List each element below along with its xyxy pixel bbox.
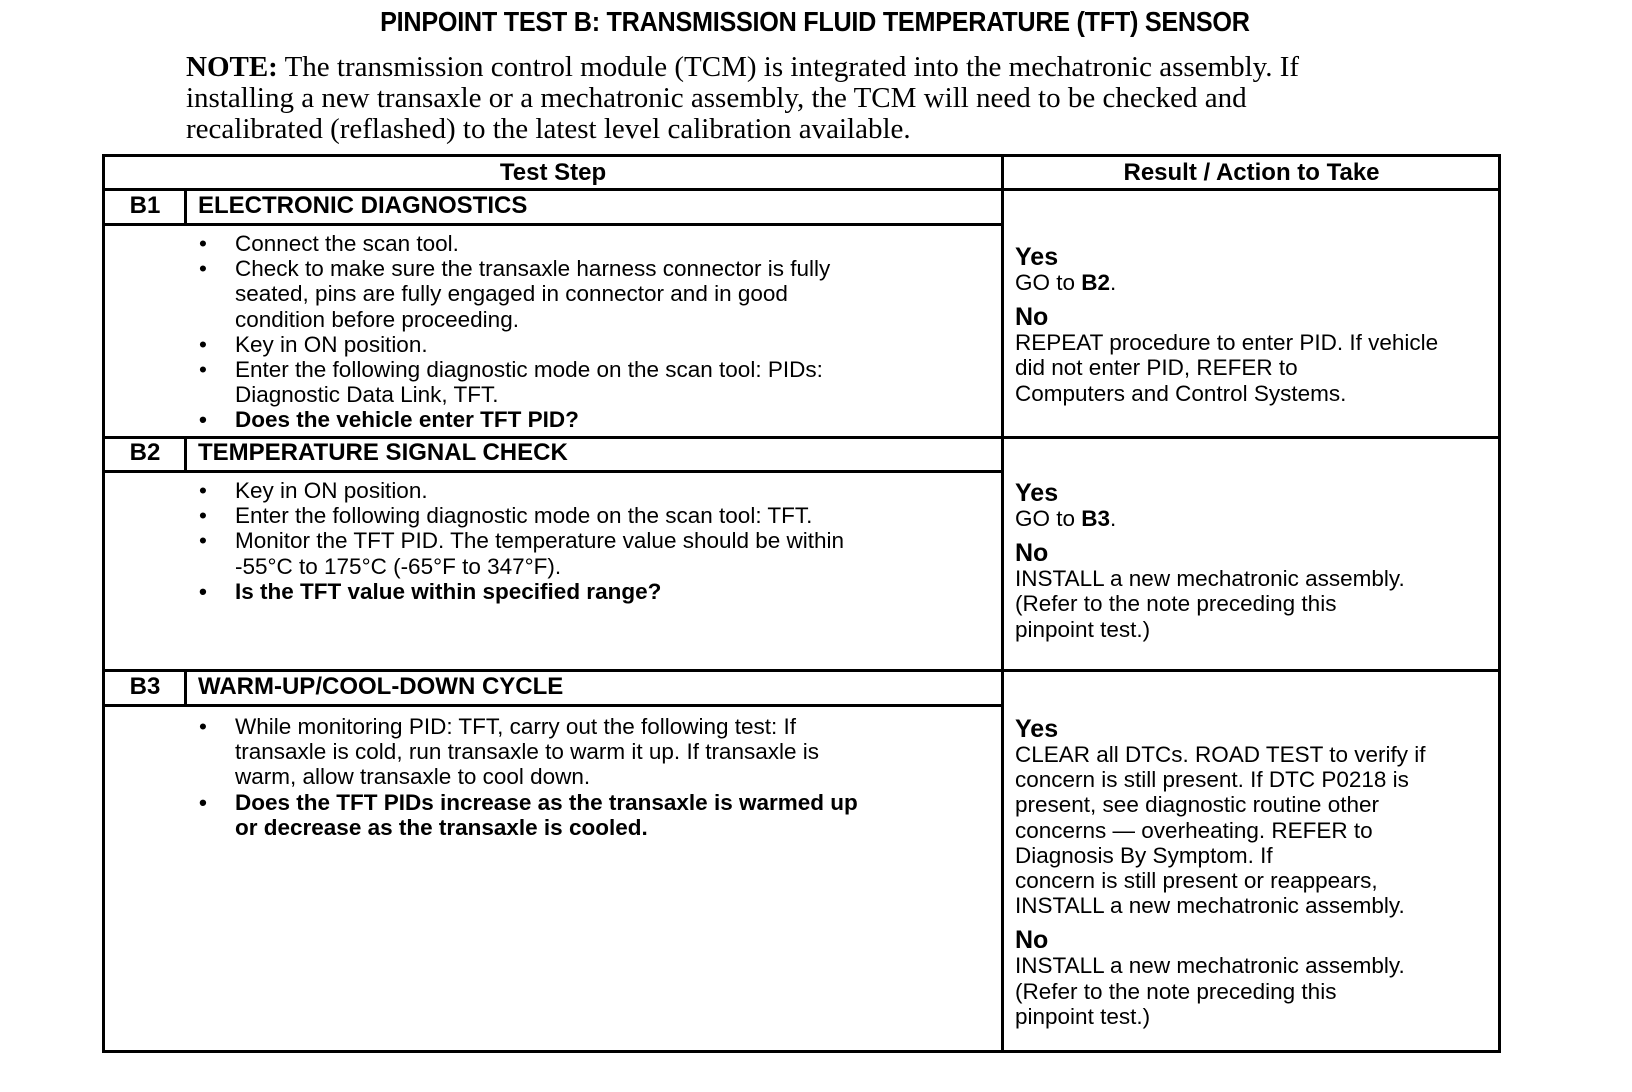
bullet-item: • Enter the following diagnostic mode on the scan tool: PIDs: Diagnostic Data Link, TFT. <box>199 357 823 408</box>
bullet-icon: • <box>199 578 207 604</box>
table-rule <box>102 704 1002 707</box>
no-action: (Refer to the note preceding this <box>1015 978 1337 1004</box>
yes-label: Yes <box>1015 479 1059 507</box>
bullet-icon: • <box>199 407 207 433</box>
bullet-icon: • <box>199 231 207 256</box>
header-test-step: Test Step <box>499 159 607 186</box>
no-action: INSTALL a new mechatronic assembly. <box>1015 953 1405 979</box>
no-action: INSTALL a new mechatronic assembly. <box>1015 566 1405 592</box>
no-label: No <box>1015 303 1049 332</box>
bullet-icon: • <box>199 256 207 282</box>
step-number: B1 <box>129 192 161 219</box>
table-rule <box>102 223 1002 226</box>
bullet-item: • While monitoring PID: TFT, carry out the following test: If transaxle is cold, run transaxle to warm it up. If transaxle is warm, allow transaxle to cool down. <box>199 714 819 790</box>
yes-action: GO to B3. <box>1015 506 1117 531</box>
goto-step-link[interactable]: B3 <box>1081 506 1111 531</box>
step-number: B3 <box>129 673 161 700</box>
yes-action: concern is still present or reappears, <box>1015 868 1378 894</box>
bullet-item: • Connect the scan tool. <box>199 231 459 256</box>
no-action: REPEAT procedure to enter PID. If vehicle <box>1015 330 1439 356</box>
step-number: B2 <box>129 439 161 466</box>
no-label: No <box>1015 539 1049 568</box>
table-rule <box>102 470 1002 473</box>
note-label: NOTE: <box>186 51 278 83</box>
bullet-icon: • <box>199 528 207 554</box>
yes-action: Diagnosis By Symptom. If <box>1015 842 1273 868</box>
bullet-question: • Does the TFT PIDs increase as the transaxle is warmed up or decrease as the transaxle is cooled. <box>199 789 858 840</box>
yes-label: Yes <box>1015 243 1059 271</box>
yes-action: present, see diagnostic routine other <box>1015 792 1379 818</box>
step-bullets <box>196 231 986 433</box>
note-line: installing a new transaxle or a mechatronic assembly, the TCM will need to be checked and <box>186 82 1247 114</box>
yes-action: CLEAR all DTCs. ROAD TEST to verify if <box>1015 742 1426 767</box>
bullet-item: • Check to make sure the transaxle harness connector is fully seated, pins are fully engaged in connector and in good condition before proceeding. <box>199 256 831 332</box>
bullet-item: • Enter the following diagnostic mode on the scan tool: TFT. <box>199 503 813 529</box>
bullet-icon: • <box>199 503 207 529</box>
note <box>186 52 1486 145</box>
bullet-item: • Monitor the TFT PID. The temperature value should be within -55°C to 175°C (-65°F to 347°F). <box>199 528 845 579</box>
bullet-item: • Key in ON position. <box>199 331 428 357</box>
step-result <box>1015 716 1499 1029</box>
step-bullets <box>196 478 986 604</box>
no-action: did not enter PID, REFER to <box>1015 355 1298 381</box>
note-line: NOTE: The transmission control module (TCM) is integrated into the mechatronic assembly. If <box>186 51 1300 83</box>
bullet-icon: • <box>199 714 207 739</box>
bullet-item: • Key in ON position. <box>199 478 428 503</box>
no-label: No <box>1015 926 1049 955</box>
step-title: ELECTRONIC DIAGNOSTICS <box>198 192 528 219</box>
no-action: pinpoint test.) <box>1015 1003 1151 1029</box>
yes-label: Yes <box>1015 715 1059 743</box>
table-rule <box>102 669 1501 672</box>
step-title: WARM-UP/COOL-DOWN CYCLE <box>198 673 564 700</box>
step-result <box>1015 244 1499 406</box>
bullet-question: • Is the TFT value within specified range? <box>199 578 662 604</box>
yes-action: concern is still present. If DTC P0218 is <box>1015 767 1409 793</box>
header-result: Result / Action to Take <box>1123 159 1380 186</box>
bullet-question: • Does the vehicle enter TFT PID? <box>199 407 579 433</box>
step-title: TEMPERATURE SIGNAL CHECK <box>198 439 568 466</box>
bullet-icon: • <box>199 478 207 503</box>
no-action: (Refer to the note preceding this <box>1015 591 1337 617</box>
yes-action: GO to B2. <box>1015 270 1117 295</box>
step-bullets <box>196 714 986 840</box>
page-title: PINPOINT TEST B: TRANSMISSION FLUID TEMPERATURE (TFT) SENSOR <box>380 6 1250 37</box>
bullet-icon: • <box>199 331 207 357</box>
yes-action: concerns — overheating. REFER to <box>1015 817 1373 843</box>
no-action: Computers and Control Systems. <box>1015 380 1347 406</box>
goto-step-link[interactable]: B2 <box>1081 270 1111 295</box>
no-action: pinpoint test.) <box>1015 616 1151 642</box>
bullet-icon: • <box>199 357 207 383</box>
yes-action: INSTALL a new mechatronic assembly. <box>1015 893 1405 919</box>
table-rule <box>1001 154 1004 1053</box>
note-line: recalibrated (reflashed) to the latest level calibration available. <box>186 113 911 145</box>
step-result <box>1015 480 1499 642</box>
bullet-icon: • <box>199 789 207 815</box>
